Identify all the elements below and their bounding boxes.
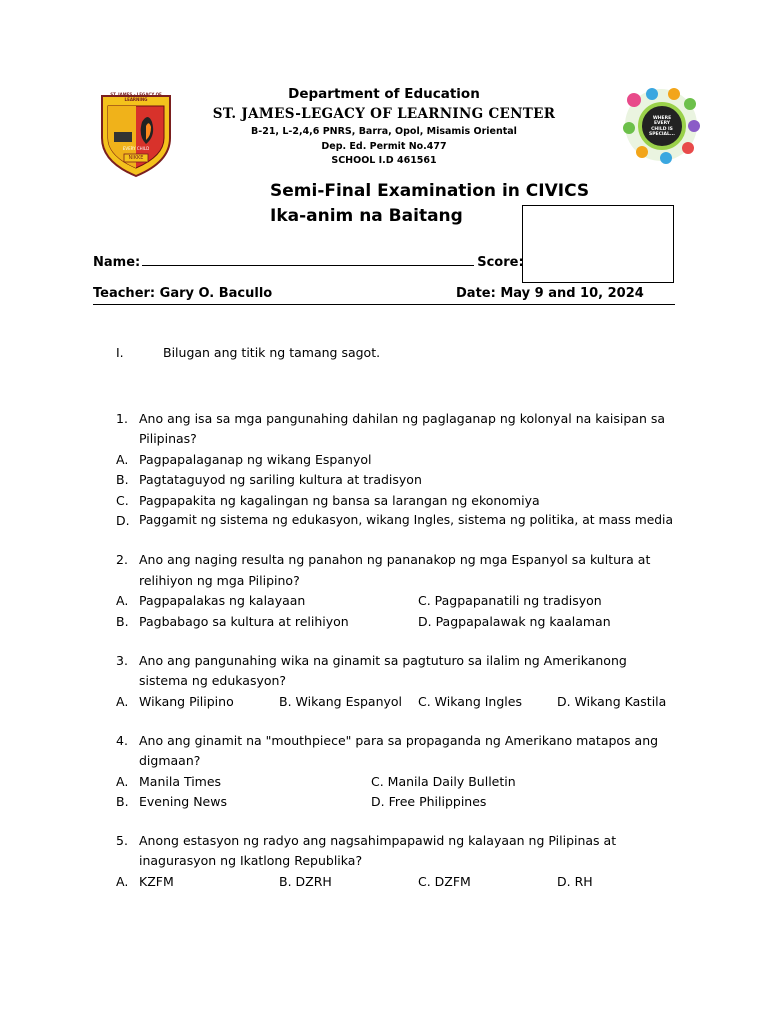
choice-text: Pagbabago sa kultura at relihiyon bbox=[139, 614, 349, 629]
choice-letter: B. bbox=[116, 472, 129, 487]
score-box bbox=[522, 205, 674, 283]
logo-left-text: ST. JAMES - LEGACY OF LEARNING bbox=[110, 92, 162, 102]
choice-letter: A. bbox=[116, 774, 129, 789]
question-text: digmaan? bbox=[139, 753, 201, 768]
choice-letter: C. bbox=[116, 493, 129, 508]
question-text: Ano ang ginamit na "mouthpiece" para sa propaganda ng Amerikano matapos ang bbox=[139, 733, 659, 748]
choice-text: Pagpapalakas ng kalayaan bbox=[139, 593, 306, 608]
choice-text: Pagpapakita ng kagalingan ng bansa sa larangan ng ekonomiya bbox=[139, 493, 540, 508]
choice-text: D. Free Philippines bbox=[371, 794, 487, 809]
choice-text: C. Pagpapanatili ng tradisyon bbox=[418, 593, 602, 608]
choice-text: Paggamit ng sistema ng edukasyon, wikang Ingles, sistema ng politika, at mass media bbox=[139, 513, 674, 527]
choice-text: B. Wikang Espanyol bbox=[279, 694, 403, 709]
section-instruction: Bilugan ang titik ng tamang sagot. bbox=[163, 345, 381, 360]
name-line bbox=[142, 253, 474, 266]
choice-text: D. Wikang Kastila bbox=[557, 694, 667, 709]
choice-text: C. Wikang Ingles bbox=[418, 694, 522, 709]
choice-text: Evening News bbox=[139, 794, 227, 809]
section-number: I. bbox=[116, 345, 124, 360]
permit-number: Dep. Ed. Permit No.477 bbox=[321, 141, 447, 152]
logo-right-text: WHERE EVERY CHILD IS SPECIAL... bbox=[648, 116, 676, 138]
choice-text: Wikang Pilipino bbox=[139, 694, 234, 709]
exam-title: Semi-Final Examination in CIVICS bbox=[270, 181, 590, 201]
question-text: sistema ng edukasyon? bbox=[139, 673, 287, 688]
question-text: Ano ang naging resulta ng panahon ng pananakop ng mga Espanyol sa kultura at bbox=[139, 552, 651, 567]
choice-letter: A. bbox=[116, 874, 129, 889]
question-text: Pilipinas? bbox=[139, 431, 197, 446]
question-text: Ano ang pangunahing wika na ginamit sa pagtuturo sa ilalim ng Amerikanong bbox=[139, 653, 627, 668]
choice-text: Pagtataguyod ng sariling kultura at tradisyon bbox=[139, 472, 422, 487]
department-name: Department of Education bbox=[288, 86, 480, 102]
choice-letter: B. bbox=[116, 794, 129, 809]
logo-left-motto: EVERY CHILD bbox=[122, 146, 150, 151]
exam-grade: Ika-anim na Baitang bbox=[270, 206, 463, 226]
choice-text: B. DZRH bbox=[279, 874, 332, 889]
question-number: 5. bbox=[116, 833, 128, 848]
choice-text: Manila Times bbox=[139, 774, 222, 789]
teacher-label: Teacher: Gary O. Bacullo bbox=[93, 286, 273, 301]
question-number: 4. bbox=[116, 733, 128, 748]
choice-text: C. Manila Daily Bulletin bbox=[371, 774, 516, 789]
score-label: Score: bbox=[477, 255, 524, 270]
question-number: 2. bbox=[116, 552, 128, 567]
choice-text: KZFM bbox=[139, 874, 174, 889]
question-text: Ano ang isa sa mga pangunahing dahilan ng paglaganap ng kolonyal na kaisipan sa bbox=[139, 411, 666, 426]
question-text: Anong estasyon ng radyo ang nagsahimpapawid ng kalayaan ng Pilipinas at bbox=[139, 833, 617, 848]
school-address: B-21, L-2,4,6 PNRS, Barra, Opol, Misamis Oriental bbox=[251, 126, 517, 137]
choice-text: D. Pagpapalawak ng kaalaman bbox=[418, 614, 611, 629]
question-number: 3. bbox=[116, 653, 128, 668]
name-label: Name: bbox=[93, 255, 141, 270]
school-name: ST. JAMES-LEGACY OF LEARNING CENTER bbox=[212, 106, 556, 122]
logo-left-banner: NIKKE bbox=[128, 155, 144, 161]
choice-text: C. DZFM bbox=[418, 874, 471, 889]
question-text: relihiyon ng mga Pilipino? bbox=[139, 573, 300, 588]
question-text: inagurasyon ng Ikatlong Republika? bbox=[139, 853, 363, 868]
choice-letter: B. bbox=[116, 614, 129, 629]
choice-letter: A. bbox=[116, 452, 129, 467]
date-label: Date: May 9 and 10, 2024 bbox=[456, 286, 644, 301]
school-id: SCHOOL I.D 461561 bbox=[331, 155, 437, 166]
choice-letter: D. bbox=[116, 513, 130, 528]
choice-letter: A. bbox=[116, 593, 129, 608]
name-row bbox=[93, 253, 524, 270]
question-number: 1. bbox=[116, 411, 128, 426]
header-divider bbox=[93, 304, 675, 305]
choice-letter: A. bbox=[116, 694, 129, 709]
choice-text: D. RH bbox=[557, 874, 593, 889]
choice-text: Pagpapalaganap ng wikang Espanyol bbox=[139, 452, 372, 467]
